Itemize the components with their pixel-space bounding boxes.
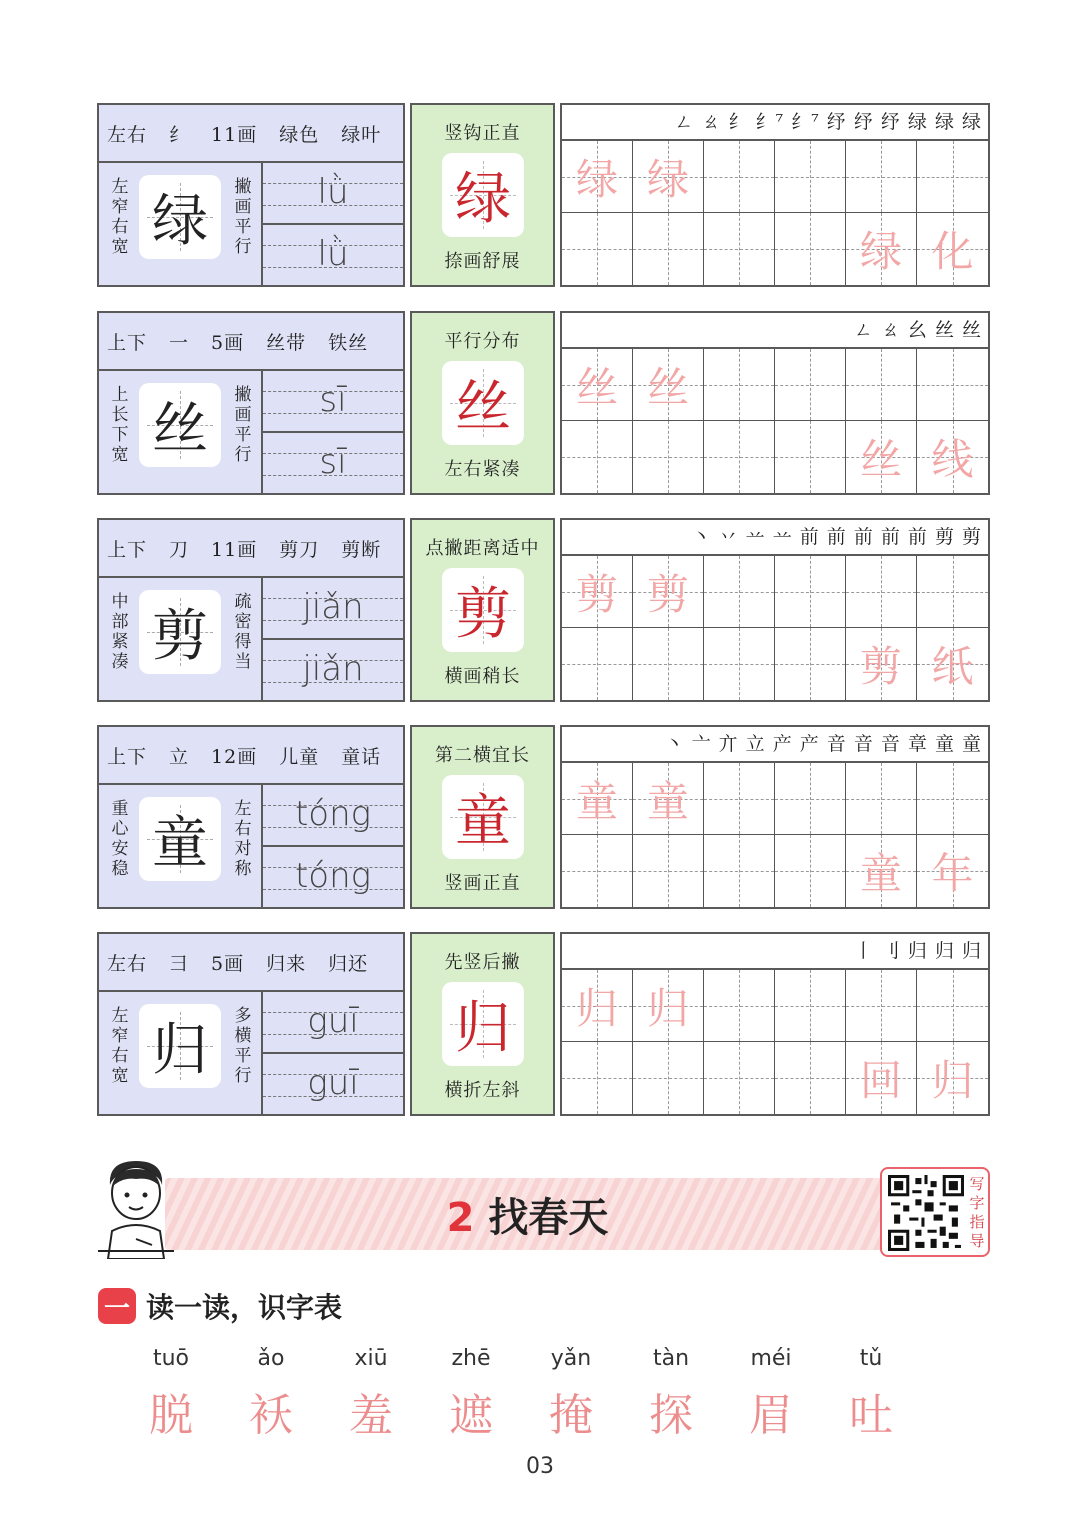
literacy-pinyin: xiū	[354, 1346, 388, 1371]
word-1: 儿童	[279, 745, 320, 768]
literacy-item	[726, 1346, 816, 1443]
practice-cell[interactable]	[633, 421, 704, 493]
layout-tip-left: 重心安稳	[111, 799, 129, 879]
char-info-header	[99, 934, 403, 992]
stroke-count: 5画	[211, 952, 245, 975]
practice-cell[interactable]	[846, 556, 917, 628]
practice-cell[interactable]	[775, 1042, 846, 1114]
pinyin-1: sī	[319, 380, 347, 420]
practice-cell[interactable]: 归	[562, 970, 633, 1042]
practice-cell[interactable]: 剪	[562, 556, 633, 628]
char-info-header	[99, 313, 403, 371]
stroke-count: 11画	[211, 123, 258, 146]
tip-bottom: 横画稍长	[444, 666, 521, 687]
layout-tip-left: 上长下宽	[111, 385, 129, 465]
practice-grid	[560, 311, 990, 495]
literacy-pinyin: tǔ	[859, 1346, 883, 1371]
practice-grid	[560, 932, 990, 1116]
page-number: 03	[526, 1454, 554, 1479]
stroke-order: 丨 刂 归 归 归	[562, 934, 988, 970]
boy-illustration-icon	[96, 1155, 176, 1259]
literacy-item	[626, 1346, 716, 1443]
practice-cell[interactable]: 童	[633, 763, 704, 835]
practice-cell[interactable]	[704, 763, 775, 835]
tip-bottom: 左右紧凑	[444, 459, 521, 480]
literacy-pinyin: yǎn	[550, 1346, 592, 1371]
radical-label: 立	[169, 745, 190, 768]
practice-cell[interactable]	[775, 970, 846, 1042]
literacy-char: 探	[649, 1390, 693, 1441]
tip-top: 竖钩正直	[444, 123, 521, 144]
tip-top: 点撇距离适中	[425, 538, 540, 559]
layout-tip-right: 左右对称	[234, 799, 252, 879]
literacy-pinyin: tàn	[652, 1346, 690, 1371]
word-2: 铁丝	[328, 331, 369, 354]
lesson-title	[165, 1186, 890, 1243]
practice-cell[interactable]	[846, 970, 917, 1042]
word-2: 绿叶	[341, 123, 382, 146]
key-stroke-character: 归	[442, 982, 524, 1066]
layout-tip-right: 疏密得当	[234, 592, 252, 672]
practice-cell[interactable]	[704, 349, 775, 421]
stroke-order: 丶 亠 亣 立 产 产 音 音 音 章 童 童	[562, 727, 988, 763]
key-stroke-character: 童	[442, 775, 524, 859]
qr-code-icon[interactable]	[888, 1175, 964, 1251]
pinyin-2: lǜ	[317, 234, 349, 274]
practice-cell[interactable]	[775, 349, 846, 421]
practice-cell[interactable]	[704, 421, 775, 493]
tip-bottom: 横折左斜	[444, 1080, 521, 1101]
practice-cell[interactable]: 绿	[633, 141, 704, 213]
practice-cell[interactable]	[846, 141, 917, 213]
char-info-panel	[97, 103, 405, 287]
pinyin-practice	[261, 992, 403, 1114]
stroke-order: 丶 丷 䒑 䒑 前 前 前 前 前 剪 剪	[562, 520, 988, 556]
practice-cell[interactable]	[775, 628, 846, 700]
practice-cell[interactable]	[562, 628, 633, 700]
structure-label: 上下	[107, 331, 148, 354]
literacy-item	[826, 1346, 916, 1443]
layout-tip-right: 撇画平行	[234, 385, 252, 465]
pinyin-practice	[261, 785, 403, 907]
pinyin-2: guī	[307, 1063, 359, 1103]
practice-cell[interactable]	[633, 1042, 704, 1114]
layout-tip-right: 多横平行	[234, 1006, 252, 1086]
main-character: 剪	[139, 590, 221, 674]
word-1: 绿色	[279, 123, 320, 146]
section-heading	[98, 1286, 342, 1326]
stroke-order: ㄥ ㄠ 纟 纟⁷ 纟⁷ 纾 纾 纾 绿 绿 绿	[562, 105, 988, 141]
word-2: 剪断	[341, 538, 382, 561]
radical-label: 一	[169, 331, 190, 354]
qr-code-panel[interactable]	[880, 1167, 990, 1257]
practice-cell[interactable]	[775, 763, 846, 835]
practice-cell[interactable]	[775, 556, 846, 628]
literacy-item	[126, 1346, 216, 1443]
char-info-panel	[97, 725, 405, 909]
literacy-char: 袄	[249, 1390, 293, 1441]
pinyin-2: sī	[319, 442, 347, 482]
char-row-3	[97, 518, 990, 702]
radical-label: 纟	[169, 123, 190, 146]
char-info-header	[99, 727, 403, 785]
practice-cell[interactable]	[846, 763, 917, 835]
practice-cell[interactable]: 丝	[562, 349, 633, 421]
practice-cell[interactable]: 归	[917, 1042, 988, 1114]
main-character: 绿	[139, 175, 221, 259]
practice-cell[interactable]	[775, 141, 846, 213]
tip-bottom: 捺画舒展	[444, 251, 521, 272]
main-character: 丝	[139, 383, 221, 467]
practice-cell[interactable]: 童	[846, 835, 917, 907]
literacy-pinyin: zhē	[451, 1346, 491, 1371]
practice-cell[interactable]	[633, 213, 704, 285]
literacy-pinyin: ǎo	[257, 1346, 285, 1371]
lesson-number: 2	[446, 1195, 475, 1241]
practice-cell[interactable]: 绿	[846, 213, 917, 285]
char-row-2	[97, 311, 990, 495]
writing-tip-panel	[410, 103, 555, 287]
pinyin-practice	[261, 578, 403, 700]
lesson-banner	[165, 1178, 890, 1250]
char-info-header	[99, 520, 403, 578]
practice-cell[interactable]	[633, 835, 704, 907]
radical-label: 彐	[169, 952, 190, 975]
structure-label: 上下	[107, 745, 148, 768]
structure-label: 上下	[107, 538, 148, 561]
practice-cell[interactable]	[704, 1042, 775, 1114]
pinyin-2: tóng	[294, 856, 372, 896]
tip-top: 平行分布	[444, 331, 521, 352]
lesson-name: 找春天	[488, 1195, 609, 1241]
pinyin-1: lǜ	[317, 172, 349, 212]
literacy-char: 脱	[149, 1390, 193, 1441]
literacy-item	[526, 1346, 616, 1443]
practice-cell[interactable]	[562, 421, 633, 493]
practice-cell[interactable]	[917, 141, 988, 213]
word-1: 剪刀	[279, 538, 320, 561]
pinyin-practice	[261, 163, 403, 285]
practice-cell[interactable]: 剪	[633, 556, 704, 628]
literacy-item	[226, 1346, 316, 1443]
practice-cell[interactable]: 绿	[562, 141, 633, 213]
stroke-order: ㄥ ㄠ 幺 丝 丝	[562, 313, 988, 349]
practice-cell[interactable]	[917, 763, 988, 835]
structure-label: 左右	[107, 952, 148, 975]
practice-cell[interactable]	[775, 213, 846, 285]
key-stroke-character: 丝	[442, 361, 524, 445]
section-number: 一	[98, 1288, 136, 1324]
practice-cell[interactable]	[775, 421, 846, 493]
practice-cell[interactable]	[704, 141, 775, 213]
literacy-char: 掩	[549, 1390, 593, 1441]
key-stroke-character: 绿	[442, 153, 524, 237]
pinyin-1: tóng	[294, 794, 372, 834]
main-character: 归	[139, 1004, 221, 1088]
layout-tip-left: 左窄右宽	[111, 177, 129, 257]
char-row-1	[97, 103, 990, 287]
word-2: 童话	[341, 745, 382, 768]
practice-cell[interactable]	[704, 628, 775, 700]
literacy-pinyin: méi	[750, 1346, 792, 1371]
practice-cell[interactable]	[846, 349, 917, 421]
stroke-count: 11画	[211, 538, 258, 561]
stroke-count: 5画	[211, 331, 245, 354]
literacy-char: 羞	[349, 1390, 393, 1441]
char-info-panel	[97, 932, 405, 1116]
practice-cell[interactable]: 丝	[846, 421, 917, 493]
practice-cell[interactable]	[704, 556, 775, 628]
practice-cell[interactable]: 回	[846, 1042, 917, 1114]
practice-cell[interactable]: 剪	[846, 628, 917, 700]
practice-cell[interactable]	[917, 349, 988, 421]
main-character: 童	[139, 797, 221, 881]
pinyin-1: guī	[307, 1001, 359, 1041]
practice-cell[interactable]: 丝	[633, 349, 704, 421]
practice-cell[interactable]	[562, 213, 633, 285]
layout-tip-right: 撇画平行	[234, 177, 252, 257]
practice-cell[interactable]	[917, 970, 988, 1042]
practice-cell[interactable]	[562, 1042, 633, 1114]
stroke-count: 12画	[211, 745, 258, 768]
writing-tip-panel	[410, 311, 555, 495]
practice-grid	[560, 518, 990, 702]
word-1: 丝带	[266, 331, 307, 354]
practice-cell[interactable]	[775, 835, 846, 907]
practice-cell[interactable]	[704, 970, 775, 1042]
section-title: 读一读，识字表	[146, 1291, 343, 1324]
char-row-4	[97, 725, 990, 909]
practice-cell[interactable]	[633, 628, 704, 700]
layout-tip-left: 中部紧凑	[111, 592, 129, 672]
pinyin-practice	[261, 371, 403, 493]
practice-cell[interactable]: 化	[917, 213, 988, 285]
char-info-panel	[97, 311, 405, 495]
writing-tip-panel	[410, 725, 555, 909]
tip-top: 先竖后撇	[444, 952, 521, 973]
literacy-char: 遮	[449, 1390, 493, 1441]
pinyin-1: jiǎn	[302, 587, 364, 627]
char-info-header	[99, 105, 403, 163]
literacy-pinyin: tuō	[152, 1346, 190, 1371]
qr-label: 写字指导	[969, 1175, 985, 1250]
literacy-item	[426, 1346, 516, 1443]
literacy-char: 眉	[749, 1390, 793, 1441]
word-2: 归还	[328, 952, 369, 975]
literacy-item	[326, 1346, 416, 1443]
practice-cell[interactable]: 年	[917, 835, 988, 907]
practice-cell[interactable]: 纸	[917, 628, 988, 700]
tip-bottom: 竖画正直	[444, 873, 521, 894]
practice-grid	[560, 725, 990, 909]
writing-tip-panel	[410, 518, 555, 702]
practice-cell[interactable]: 线	[917, 421, 988, 493]
layout-tip-left: 左窄右宽	[111, 1006, 129, 1086]
word-1: 归来	[266, 952, 307, 975]
key-stroke-character: 剪	[442, 568, 524, 652]
literacy-char: 吐	[849, 1390, 893, 1441]
char-row-5	[97, 932, 990, 1116]
radical-label: 刀	[169, 538, 190, 561]
structure-label: 左右	[107, 123, 148, 146]
practice-grid	[560, 103, 990, 287]
pinyin-2: jiǎn	[302, 649, 364, 689]
practice-cell[interactable]: 童	[562, 763, 633, 835]
practice-cell[interactable]	[704, 213, 775, 285]
practice-cell[interactable]	[704, 835, 775, 907]
char-info-panel	[97, 518, 405, 702]
practice-cell[interactable]	[917, 556, 988, 628]
writing-tip-panel	[410, 932, 555, 1116]
tip-top: 第二横宜长	[435, 745, 530, 766]
practice-cell[interactable]	[562, 835, 633, 907]
practice-cell[interactable]: 归	[633, 970, 704, 1042]
